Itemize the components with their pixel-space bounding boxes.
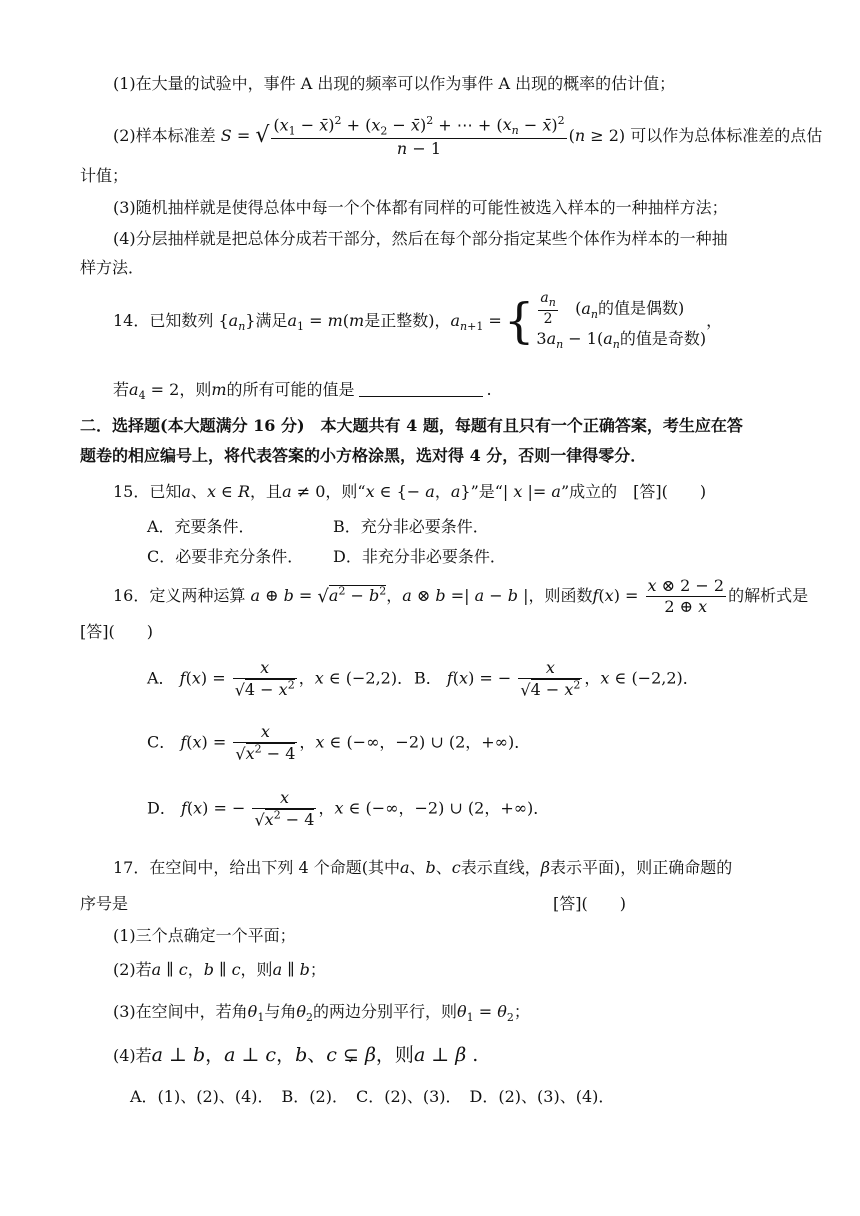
q14-init: $a_1 = m(m$是正整数)，$a_{n+1}$ = (287, 310, 502, 333)
q13-statement-2-cont: 计值； (80, 166, 129, 185)
answer-blank[interactable] (359, 382, 483, 397)
q14-line-2: 若$a_4 = 2$，则m的所有可能的值是 . (113, 380, 492, 403)
q17-proposition-2: (2)若a ∥ c，b ∥ c，则a ∥ b； (113, 960, 326, 979)
question-15: 15．已知a、x ∈ R，且a ≠ 0，则“x ∈ {− a，a}”是“| x |= a”成立的 [答]( ) (113, 482, 707, 501)
q14-mid: 满足 (255, 310, 288, 330)
section-2-header-line-2: 题卷的相应编号上，将代表答案的小方格涂黑，选对得 4 分，否则一律得零分． (80, 446, 647, 465)
q17-line-2: 序号是 (80, 894, 129, 913)
q14-brace: { (503, 293, 535, 350)
q15-option-d[interactable]: D．非充分非必要条件． (333, 547, 506, 566)
q15-option-b[interactable]: B．充分非必要条件． (333, 517, 489, 536)
q17-answer-bracket: [答]( ) (553, 894, 626, 913)
q13-statement-3: (3)随机抽样就是使得总体中每一个个体都有同样的可能性被选入样本的一种抽样方法； (113, 198, 728, 217)
q15-option-a[interactable]: A．充要条件． (147, 517, 255, 536)
q13-statement-1: (1)在大量的试验中，事件 A 出现的频率可以作为事件 A 出现的概率的估计值； (113, 74, 676, 93)
question-17: 17．在空间中，给出下列 4 个命题(其中a、b、c表示直线，β表示平面)，则正确命题的 (113, 858, 733, 877)
q16-option-b[interactable]: B． f(x) = − $\frac{x}{√4 - x^2}$ ，x ∈ (−2,2)． (414, 658, 699, 700)
q14-cases: $\frac{a_n}{2}$ ($a_n$的值是偶数) $3a_n - 1(a_n$的值是奇数) (536, 290, 707, 352)
q13-statement-4-cont: 样方法． (80, 258, 145, 277)
q16-option-d[interactable]: D． f(x) = − $\frac{x}{√x^2 - 4}$ ，x ∈ (−∞，−2) ∪ (2，+∞)． (147, 788, 550, 830)
q16-answer-bracket: [答]( ) (80, 622, 153, 641)
q17-options[interactable]: A．(1)、(2)、(4)． B．(2)． C．(2)、(3)． D．(2)、(3)、(4)． (130, 1087, 615, 1106)
q13-s2-suffix: 可以作为总体标准差的点估 (630, 126, 823, 146)
q14-seq: $\{a_n\}$ (218, 310, 256, 333)
question-16: 16．定义两种运算 a ⊕ $b = √a^2 - b^2$，a ⊗ b =| a − b |，则函数f(x) = $\frac{x \otimes 2 - 2}{2 \oplus x}$ 的解析式是 (113, 576, 809, 616)
q13-statement-4: (4)分层抽样就是把总体分成若干部分，然后在每个部分指定某些个体作为样本的一种抽 (113, 229, 728, 248)
q17-proposition-4: (4)若a ⊥ b，a ⊥ c，b、c ⊊ β，则a ⊥ β . (113, 1044, 479, 1066)
question-14: 14．已知数列 $\{a_n\}$满足$a_1 = m(m$是正整数)，$a_{n+1}$ ={ $\frac{a_n}{2}$ ($a_n$的值是偶数) $3a_n - 1(a_n$的值是奇数) ， (113, 290, 723, 352)
q13-s2-prefix: (2)样本标准差 (113, 126, 216, 146)
std-formula: S = √ $\frac{(x_1 - x̄)^2 + (x_2 - x̄)^2 + \cdots + (x_n - x̄)^2}{n - 1}$ (n ≥ 2) (220, 114, 626, 159)
q17-proposition-3: (3)在空间中，若角$\theta_1$与角$\theta_2$的两边分别平行，则$\theta_1 = \theta_2$； (113, 1002, 530, 1025)
q14-lead: 14．已知数列 (113, 310, 214, 330)
q13-statement-2 (113, 114, 822, 159)
q15-option-c[interactable]: C．必要非充分条件． (147, 547, 304, 566)
q16-option-a[interactable]: A． f(x) = $\frac{x}{√4 - x^2}$ ，x ∈ (−2,2)． (147, 658, 414, 700)
section-2-header-line-1: 二．选择题(本大题满分 16 分) 本大题共有 4 题，每题有且只有一个正确答案，考生应在答 (80, 416, 743, 435)
q17-proposition-1: (1)三个点确定一个平面； (113, 926, 296, 945)
q16-option-c[interactable]: C． f(x) = $\frac{x}{√x^2 - 4}$ ，x ∈ (−∞，−2) ∪ (2，+∞)． (147, 722, 531, 764)
